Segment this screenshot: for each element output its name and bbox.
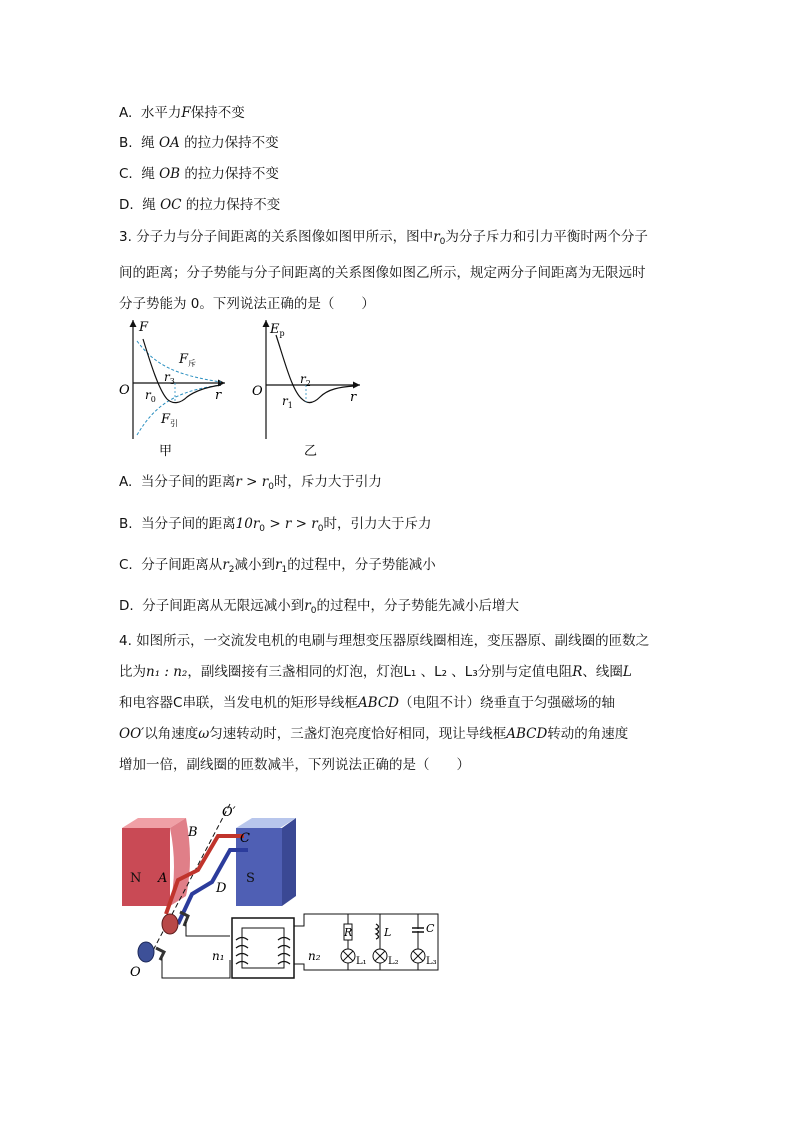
q3-option-d: D. 分子间距离从无限远减小到$r_0$的过程中，分子势能先减小后增大 [119, 598, 519, 616]
figure-yi [250, 315, 370, 465]
jia-f-repel-label: $F_斥$ [179, 352, 197, 368]
q3-option-b: B. 当分子间的距离$10r_0 > r > r_0$时，引力大于斥力 [119, 516, 432, 534]
label-b: B [188, 825, 198, 840]
jia-origin: O [119, 383, 130, 398]
label-n: N [130, 871, 142, 886]
yi-r2-label: $r_2$ [300, 372, 311, 388]
label-cap: C [426, 922, 435, 935]
transformer-core [232, 918, 294, 978]
q2-option-d: D. 绳 OC 的拉力保持不变 [119, 197, 281, 213]
yi-potential-curve [276, 335, 354, 403]
yi-r1-label: $r_1$ [282, 394, 293, 410]
brush-bottom [156, 948, 164, 960]
label-l: L [384, 926, 392, 939]
label-o-prime: O′ [222, 805, 236, 820]
figure-generator [118, 800, 448, 980]
jia-y-label: F [139, 320, 149, 335]
label-l2: L₂ [388, 956, 399, 967]
label-a: A [158, 871, 168, 886]
q4-stem: 4. 如图所示，一交流发电机的电刷与理想变压器原线圈相连，变压器原、副线圈的匝数之 比为n₁ : n₂，副线圈接有三盏相同的灯泡，灯泡L₁ 、L₂ 、L₃分别与定值电阻R、线圈L 和电容器C串联，当发电机的矩形导线框ABCD（电阻不计）绕垂直于匀强磁场的轴 OO′以角速度ω匀速转动时，三盏灯泡亮度恰好相同，现让导线框ABCD转动的角速度 增加一倍，副线圈的匝数减半，下列说法正确的是（ ） [119, 633, 650, 773]
slip-ring-red [162, 914, 178, 934]
label-d: D [216, 881, 227, 896]
yi-caption: 乙 [304, 444, 318, 459]
jia-r3-label: $r_3$ [164, 370, 175, 386]
q2-option-b: B. 绳 OA 的拉力保持不变 [119, 135, 279, 151]
label-l1: L₁ [356, 956, 367, 967]
label-s: S [246, 871, 255, 886]
jia-caption: 甲 [159, 444, 173, 459]
magnet-n-face [122, 828, 170, 906]
lamp-l2 [373, 949, 387, 963]
q3-option-c: C. 分子间距离从$r_2$减小到$r_1$的过程中，分子势能减小 [119, 557, 436, 575]
label-l3: L₃ [426, 956, 437, 967]
figure-jia [115, 315, 235, 465]
lamp-l3 [411, 949, 425, 963]
q2-option-a: A. 水平力F保持不变 [119, 105, 245, 121]
q3-stem: 3. 分子力与分子间距离的关系图像如图甲所示，图中$r_0$为分子斥力和引力平衡时两个分子 间的距离；分子势能与分子间距离的关系图像如图乙所示，规定两分子间距离为无限远时 分子势能为 0。下列说法正确的是（ ） [119, 229, 648, 312]
jia-r0-label: $r_0$ [145, 388, 156, 404]
slip-ring-blue [138, 942, 154, 962]
lamp-l1 [341, 949, 355, 963]
yi-y-label: $E_p$ [270, 322, 285, 338]
yi-x-label: r [350, 390, 357, 405]
inductor-l [376, 924, 379, 939]
label-r: R [344, 926, 353, 939]
jia-net-force-curve [143, 339, 221, 403]
q2-option-c: C. 绳 OB 的拉力保持不变 [119, 166, 279, 182]
jia-x-label: r [215, 388, 222, 403]
jia-f-attract-label: $F_引$ [161, 412, 179, 428]
label-n1: n₁ [212, 949, 225, 963]
label-o: O [130, 965, 141, 980]
q3-option-a: A. 当分子间的距离$r > r_0$时，斥力大于引力 [119, 474, 382, 492]
yi-origin: O [252, 384, 263, 399]
label-c: C [240, 831, 250, 846]
label-n2: n₂ [308, 949, 321, 963]
